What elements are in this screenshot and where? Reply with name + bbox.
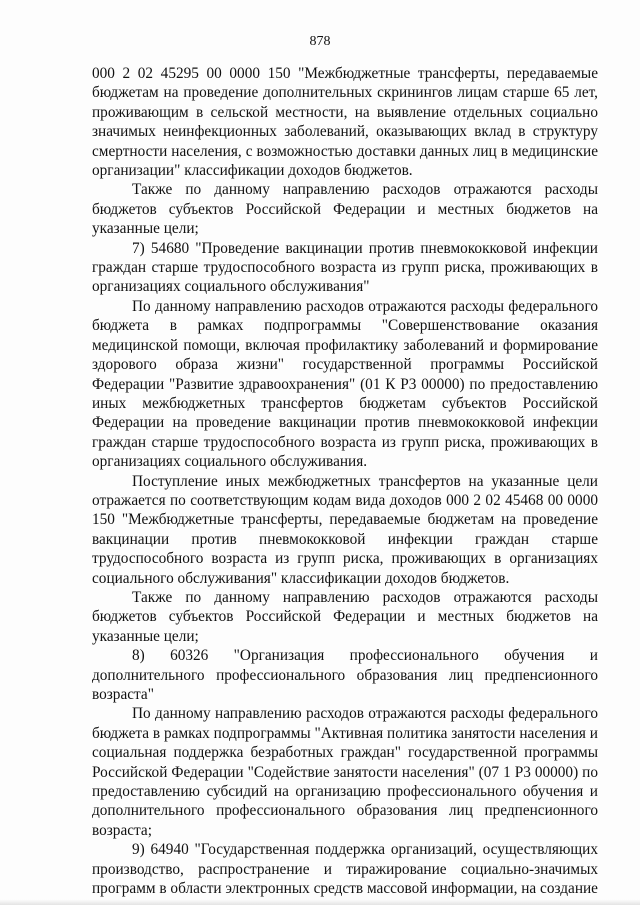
paragraph: Поступление иных межбюджетных трансфертов на указанные цели отражается по соответствующим кодам вида доходов 000 2 02 45468 00 0000 150 "Межбюджетные трансферты, передаваемые бюджетам на проведение вакцинации против пневмококковой инфекции граждан старше трудоспособного возраста из групп риска, проживающих в организациях социального обслуживания" классификации доходов бюджетов. — [92, 472, 598, 587]
scan-bottom-edge — [0, 899, 640, 905]
paragraph: Также по данному направлению расходов отражаются расходы бюджетов субъектов Российской Федерации и местных бюджетов на указанные цели; — [92, 181, 598, 238]
page-number: 878 — [309, 34, 331, 49]
document-body — [92, 64, 598, 898]
paragraph: По данному направлению расходов отражаются расходы федерального бюджета в рамках подпрограммы "Совершенствование оказания медицинской помощи, включая профилактику заболеваний и формирование здорового образа жизни" государственной программы Российской Федерации "Развитие здравоохранения" (01 К Р3 00000) по предоставлению иных межбюджетных трансфертов бюджетам субъектов Российской Федерации на проведение вакцинации против пневмококковой инфекции граждан старше трудоспособного возраста из групп риска, проживающих в организациях социального обслуживания. — [92, 297, 598, 471]
paragraph: Также по данному направлению расходов отражаются расходы бюджетов субъектов Российской Федерации и местных бюджетов на указанные цели; — [92, 588, 598, 645]
paragraph: По данному направлению расходов отражаются расходы федерального бюджета в рамках подпрограммы "Активная политика занятости населения и социальная поддержка безработных граждан" государственной программы Российской Федерации "Содействие занятости населения" (07 1 Р3 00000) по предоставлению субсидий на организацию профессионального обучения и дополнительного профессионального образования лиц предпенсионного возраста; — [92, 705, 598, 839]
paragraph: 7) 54680 "Проведение вакцинации против пневмококковой инфекции граждан старше трудоспособного возраста из групп риска, проживающих в организациях социального обслуживания" — [92, 239, 598, 296]
paragraph: 9) 64940 "Государственная поддержка организаций, осуществляющих производство, распространение и тиражирование социально-значимых программ в области электронных средств массовой информации, на создание — [92, 841, 598, 898]
paragraph: 8) 60326 "Организация профессионального обучения и дополнительного профессионального образования лиц предпенсионного возраста" — [92, 647, 598, 703]
paragraph: 000 2 02 45295 00 0000 150 "Межбюджетные трансферты, передаваемые бюджетам на проведение дополнительных скринингов лицам старше 65 лет, проживающим в сельской местности, на выявление отдельных социально значимых неинфекционных заболеваний, оказывающих вклад в структуру смертности населения, с возможностью доставки данных лиц в медицинские организации" классификации доходов бюджетов. — [92, 65, 598, 180]
